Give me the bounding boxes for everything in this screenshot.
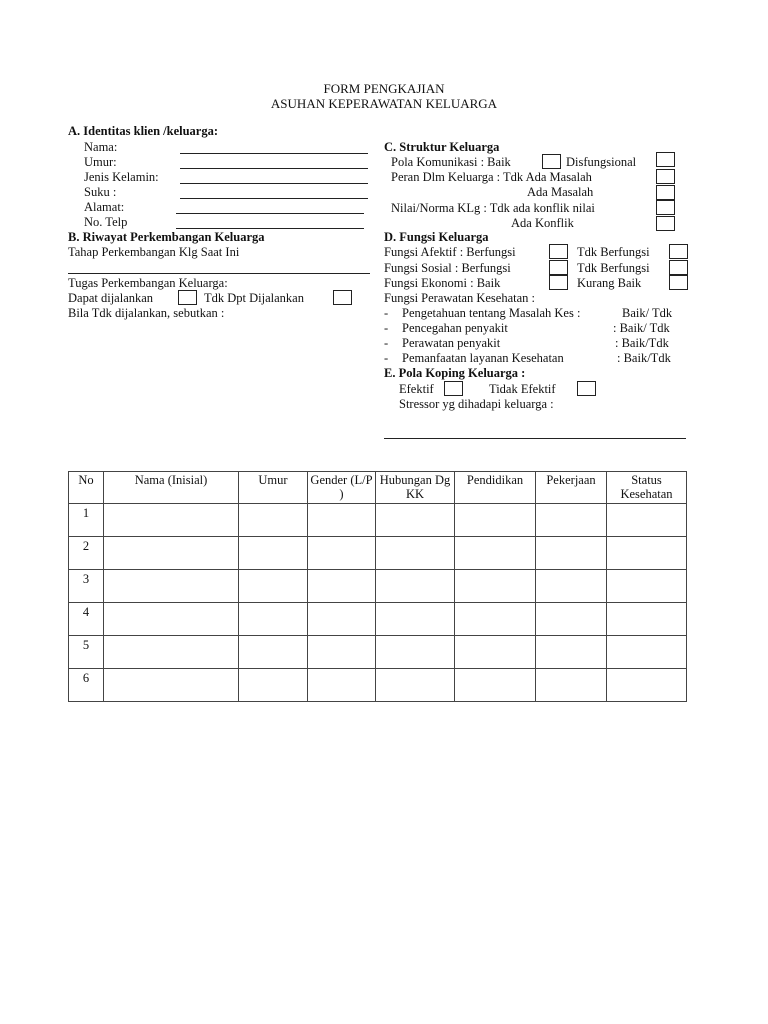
table-cell[interactable] (104, 669, 239, 702)
field-label-telp: No. Telp (84, 215, 128, 229)
care-item-4-value: : Baik/Tdk (617, 351, 671, 365)
norm-conflict-label: Ada Konflik (511, 216, 574, 230)
field-line-telp[interactable] (176, 228, 364, 229)
table-cell[interactable] (455, 570, 536, 603)
care-bullet-3: - (384, 336, 389, 350)
row-number: 2 (69, 537, 104, 570)
table-row (69, 504, 687, 537)
table-cell[interactable] (455, 504, 536, 537)
care-bullet-1: - (384, 306, 389, 320)
table-cell[interactable] (607, 603, 687, 636)
care-bullet-4: - (384, 351, 389, 365)
affective-yes-checkbox[interactable] (549, 244, 568, 259)
care-item-2-value: : Baik/ Tdk (613, 321, 670, 335)
table-cell[interactable] (308, 537, 376, 570)
ineffective-checkbox[interactable] (577, 381, 596, 396)
table-cell[interactable] (536, 669, 607, 702)
table-cell[interactable] (308, 570, 376, 603)
table-cell[interactable] (536, 603, 607, 636)
table-cell[interactable] (104, 636, 239, 669)
effective-label: Efektif (399, 382, 434, 396)
comm-label: Pola Komunikasi : Baik (391, 155, 511, 169)
table-row (69, 636, 687, 669)
role-problem-checkbox[interactable] (656, 185, 675, 200)
table-cell[interactable] (607, 537, 687, 570)
table-cell[interactable] (239, 504, 308, 537)
table-cell[interactable] (607, 570, 687, 603)
col-header-education: Pendidikan (455, 472, 536, 504)
care-bullet-2: - (384, 321, 389, 335)
table-cell[interactable] (308, 603, 376, 636)
can-run-label: Dapat dijalankan (68, 291, 154, 305)
col-header-no: No (69, 472, 104, 504)
table-cell[interactable] (239, 669, 308, 702)
economic-label: Fungsi Ekonomi : Baik (384, 276, 501, 290)
field-label-suku: Suku : (84, 185, 117, 199)
care-item-2-label: Pencegahan penyakit (402, 321, 508, 335)
section-e-heading: E. Pola Koping Keluarga : (384, 366, 526, 380)
social-yes-checkbox[interactable] (549, 260, 568, 275)
table-cell[interactable] (239, 537, 308, 570)
table-cell[interactable] (104, 603, 239, 636)
col-header-name: Nama (Inisial) (104, 472, 239, 504)
affective-no-label: Tdk Berfungsi (577, 245, 650, 259)
table-cell[interactable] (607, 636, 687, 669)
economic-good-checkbox[interactable] (549, 275, 568, 290)
table-cell[interactable] (376, 603, 455, 636)
table-cell[interactable] (607, 504, 687, 537)
section-c-heading: C. Struktur Keluarga (384, 140, 500, 154)
section-b-heading: B. Riwayat Perkembangan Keluarga (68, 230, 265, 244)
table-cell[interactable] (308, 504, 376, 537)
norm-conflict-checkbox[interactable] (656, 216, 675, 231)
norm-label: Nilai/Norma KLg : Tdk ada konflik nilai (391, 201, 595, 215)
table-cell[interactable] (104, 504, 239, 537)
table-row (69, 537, 687, 570)
field-label-alamat: Alamat: (84, 200, 125, 214)
care-item-3-value: : Baik/Tdk (615, 336, 669, 350)
col-header-age: Umur (239, 472, 308, 504)
row-number: 5 (69, 636, 104, 669)
table-row (69, 603, 687, 636)
row-number: 4 (69, 603, 104, 636)
table-cell[interactable] (455, 603, 536, 636)
field-line-jenis-kelamin[interactable] (180, 183, 368, 184)
table-row (69, 669, 687, 702)
field-line-alamat[interactable] (176, 213, 364, 214)
comm-dysfunction-label: Disfungsional (566, 155, 637, 169)
care-item-1-value: Baik/ Tdk (622, 306, 673, 320)
table-cell[interactable] (376, 669, 455, 702)
table-cell[interactable] (308, 669, 376, 702)
form-title: FORM PENGKAJIAN (323, 81, 445, 96)
if-not-label: Bila Tdk dijalankan, sebutkan : (68, 306, 225, 320)
col-header-relation: Hubungan Dg KK (376, 472, 455, 504)
form-subtitle: ASUHAN KEPERAWATAN KELUARGA (270, 96, 498, 111)
table-cell[interactable] (376, 537, 455, 570)
row-number: 6 (69, 669, 104, 702)
ineffective-label: Tidak Efektif (489, 382, 556, 396)
role-problem-label: Ada Masalah (527, 185, 594, 199)
field-label-umur: Umur: (84, 155, 117, 169)
table-cell[interactable] (536, 537, 607, 570)
can-run-checkbox[interactable] (178, 290, 197, 305)
table-cell[interactable] (376, 636, 455, 669)
role-no-problem-checkbox[interactable] (656, 169, 675, 184)
affective-label: Fungsi Afektif : Berfungsi (384, 245, 516, 259)
section-d-heading: D. Fungsi Keluarga (384, 230, 489, 244)
comm-good-checkbox[interactable] (542, 154, 561, 169)
care-item-3-label: Perawatan penyakit (402, 336, 501, 350)
table-cell[interactable] (455, 669, 536, 702)
field-label-jenis-kelamin: Jenis Kelamin: (84, 170, 159, 184)
care-item-4-label: Pemanfaatan layanan Kesehatan (402, 351, 564, 365)
table-cell[interactable] (536, 636, 607, 669)
stage-label: Tahap Perkembangan Klg Saat Ini (68, 245, 240, 259)
field-line-suku[interactable] (180, 198, 368, 199)
economic-poor-label: Kurang Baik (577, 276, 642, 290)
table-cell[interactable] (376, 570, 455, 603)
stressor-label: Stressor yg dihadapi keluarga : (399, 397, 554, 411)
field-line-umur[interactable] (180, 168, 368, 169)
table-cell[interactable] (536, 504, 607, 537)
social-no-checkbox[interactable] (669, 260, 688, 275)
table-cell[interactable] (239, 636, 308, 669)
cannot-run-checkbox[interactable] (333, 290, 352, 305)
table-cell[interactable] (104, 537, 239, 570)
table-cell[interactable] (376, 504, 455, 537)
col-header-gender: Gender (L/P ) (308, 472, 376, 504)
field-label-nama: Nama: (84, 140, 118, 154)
stressor-line[interactable] (384, 438, 686, 439)
section-a-heading: A. Identitas klien /keluarga: (68, 124, 219, 138)
tasks-label: Tugas Perkembangan Keluarga: (68, 276, 228, 290)
affective-no-checkbox[interactable] (669, 244, 688, 259)
col-header-occupation: Pekerjaan (536, 472, 607, 504)
role-label: Peran Dlm Keluarga : Tdk Ada Masalah (391, 170, 592, 184)
stage-line[interactable] (68, 273, 370, 274)
comm-dysfunction-checkbox[interactable] (656, 152, 675, 167)
social-no-label: Tdk Berfungsi (577, 261, 650, 275)
table-cell[interactable] (607, 669, 687, 702)
table-cell[interactable] (104, 570, 239, 603)
table-cell[interactable] (455, 537, 536, 570)
table-cell[interactable] (239, 603, 308, 636)
row-number: 1 (69, 504, 104, 537)
table-cell[interactable] (239, 570, 308, 603)
family-members-table (68, 471, 687, 702)
economic-poor-checkbox[interactable] (669, 275, 688, 290)
cannot-run-label: Tdk Dpt Dijalankan (204, 291, 304, 305)
table-cell[interactable] (308, 636, 376, 669)
field-line-nama[interactable] (180, 153, 368, 154)
table-row (69, 570, 687, 603)
norm-no-conflict-checkbox[interactable] (656, 200, 675, 215)
col-header-health: Status Kesehatan (607, 472, 687, 504)
social-label: Fungsi Sosial : Berfungsi (384, 261, 511, 275)
row-number: 3 (69, 570, 104, 603)
effective-checkbox[interactable] (444, 381, 463, 396)
table-cell[interactable] (455, 636, 536, 669)
care-item-1-label: Pengetahuan tentang Masalah Kes : (402, 306, 581, 320)
table-header-row (69, 472, 687, 504)
table-cell[interactable] (536, 570, 607, 603)
care-label: Fungsi Perawatan Kesehatan : (384, 291, 536, 305)
